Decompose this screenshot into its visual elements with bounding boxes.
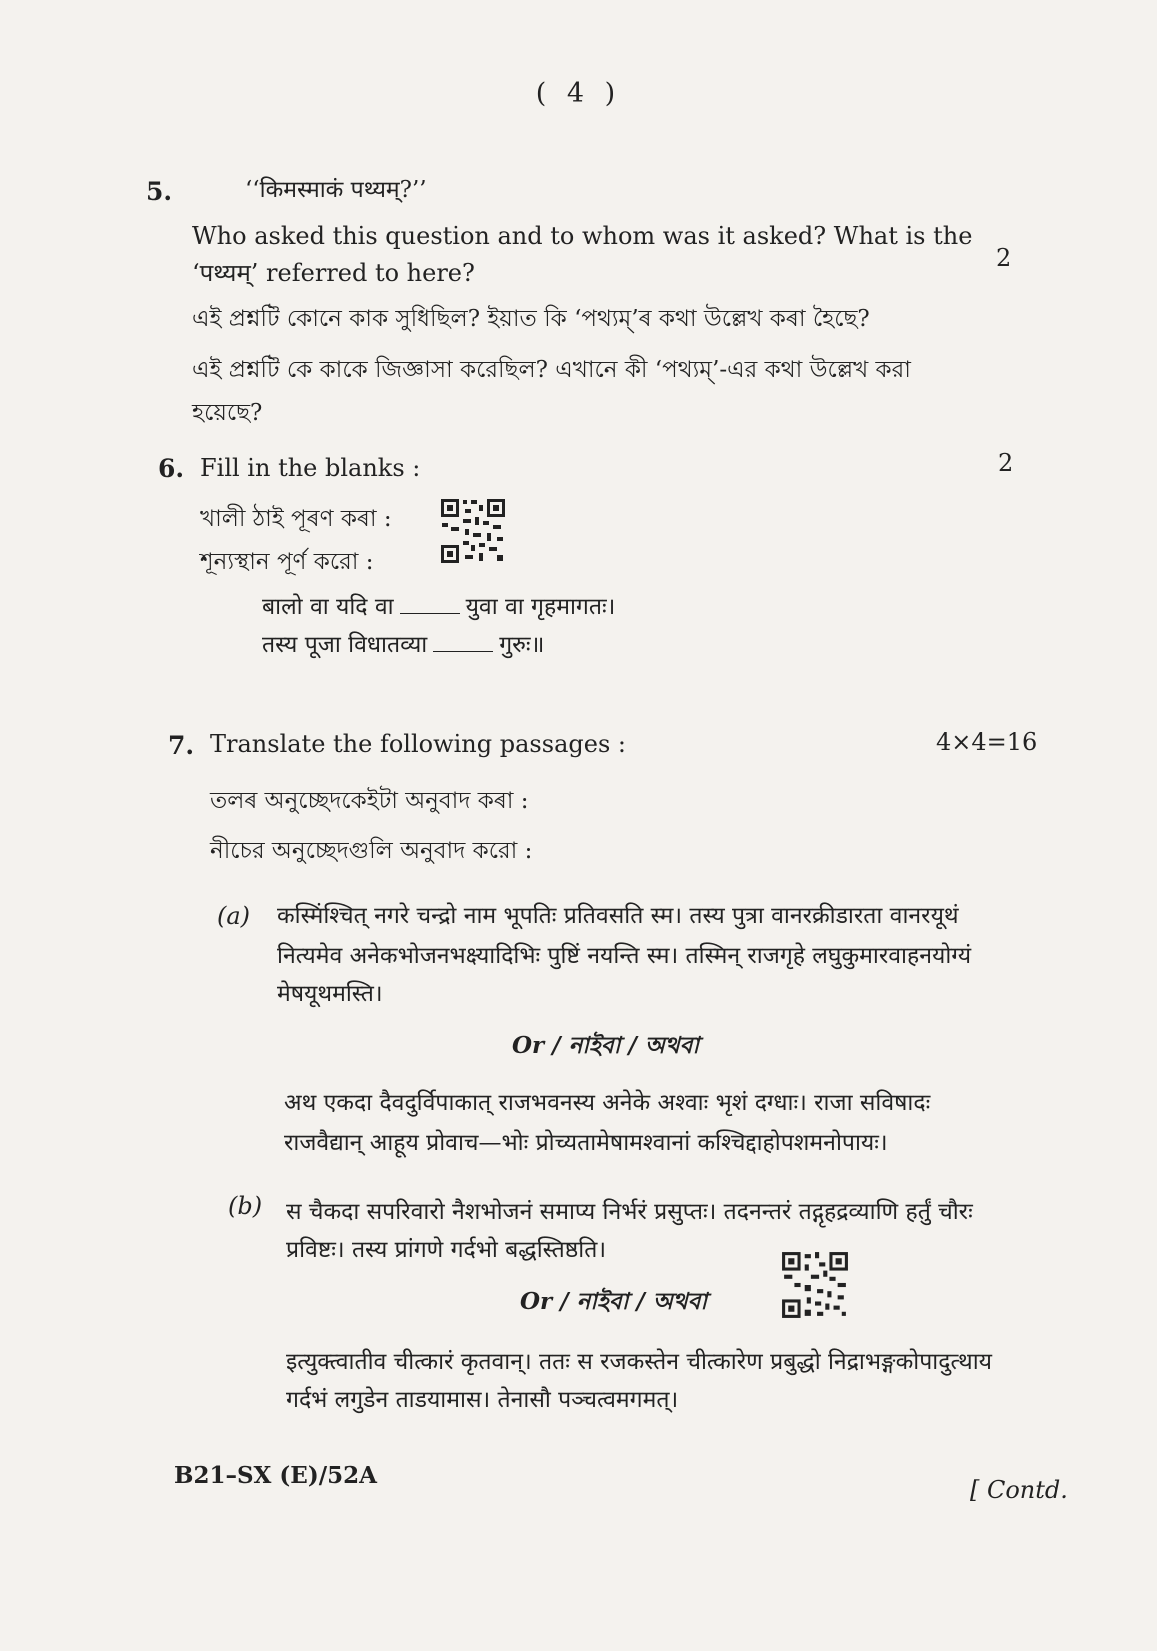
- q7-b-alt-line1: इत्युक्त्वातीव चीत्कारं कृतवान्। ततः स रजकस्तेन चीत्कारेण प्रबुद्धो निद्राभङ्गकोपादुत्थाय: [286, 1349, 993, 1375]
- q6-verse2-start: तस्य पूजा विधातव्या: [262, 632, 428, 658]
- paper-code: B21–SX (E)/52A: [174, 1462, 377, 1489]
- q7-b-line2: प्रविष्टः। तस्य प्रांगणे गर्दभो बद्धस्तिष्ठति।: [286, 1237, 607, 1263]
- q7-a-label: (a): [217, 902, 251, 930]
- q7-b-alt-line2: गर्दभं लगुडेन ताडयामास। तेनासौ पञ्चत्वमगमत्।: [286, 1387, 679, 1413]
- continued-marker: [ Contd.: [970, 1476, 1068, 1504]
- q6-blank2: [433, 633, 493, 652]
- q7-b-line1: स चैकदा सपरिवारो नैशभोजनं समाप्य निर्भरं प्रसुप्तः। तदनन्तरं तद्गृहद्रव्याणि हर्तुं चौरः: [286, 1199, 973, 1225]
- q6-bengali: শূন্যস্থান পূর্ণ করো :: [200, 549, 374, 575]
- page-number: ( 4 ): [535, 78, 622, 109]
- qr-code-icon: [780, 1250, 850, 1320]
- q5-marks: 2: [996, 244, 1012, 272]
- q7-a-line3: मेषयूथमस्ति।: [277, 981, 383, 1007]
- q5-english-line1: Who asked this question and to whom was it asked? What is the: [192, 222, 973, 250]
- q7-bengali: নীচের অনুচ্ছেদগুলি অনুবাদ করো :: [210, 838, 533, 864]
- q5-bengali-line2: হয়েছে?: [192, 400, 263, 426]
- q7-a-alt-line1: अथ एकदा दैवदुर्विपाकात् राजभवनस्य अनेके अश्वाः भृशं दग्धाः। राजा सविषादः: [284, 1090, 931, 1116]
- q6-verse1: [262, 589, 615, 621]
- q6-blank1: [400, 595, 460, 614]
- q6-verse1-end: युवा वा गृहमागतः।: [465, 594, 616, 620]
- q7-a-line1: कस्मिंश्चित् नगरे चन्द्रो नाम भूपतिः प्रतिवसति स्म। तस्य पुत्रा वानरक्रीडारता वानरयूथं: [277, 903, 959, 929]
- q5-number: 5.: [146, 177, 173, 206]
- q6-marks: 2: [998, 449, 1014, 477]
- q7-english: Translate the following passages :: [210, 730, 626, 758]
- q7-a-alt-line2: राजवैद्यान् आहूय प्रोवाच—भोः प्रोच्यतामेषामश्वानां कश्चिद्दाहोपशमनोपायः।: [284, 1130, 888, 1156]
- q6-number: 6.: [158, 454, 185, 483]
- q5-quote: ‘‘किमस्माकं पथ्यम्?’’: [245, 177, 427, 203]
- q5-bengali-line1: এই প্রশ্নটি কে কাকে জিজ্ঞাসা করেছিল? এখানে কী ‘পথ্যম্’-এর কথা উল্লেখ করা: [192, 357, 911, 383]
- q6-assamese: খালী ঠাই পূৰণ কৰা :: [200, 506, 392, 532]
- q7-b-label: (b): [228, 1192, 263, 1220]
- q6-verse2-end: गुरुः॥: [499, 632, 545, 658]
- qr-code-icon: [439, 497, 507, 565]
- q6-verse2: [262, 627, 544, 659]
- q5-assamese: এই প্ৰশ্নটি কোনে কাক সুধিছিল? ইয়াত কি ‘পথ্যম্’ৰ কথা উল্লেখ কৰা হৈছে?: [192, 306, 870, 332]
- q6-english: Fill in the blanks :: [200, 454, 421, 482]
- q7-a-line2: नित्यमेव अनेकभोजनभक्ष्यादिभिः पुष्टिं नयन्ति स्म। तस्मिन् राजगृहे लघुकुमारवाहनयोग्यं: [277, 943, 972, 969]
- q6-verse1-start: बालो वा यदि वा: [262, 594, 394, 620]
- q5-english-line2: ‘पथ्यम्’ referred to here?: [192, 259, 475, 287]
- q7-or-1: Or / নাইবা / অথবা: [512, 1032, 700, 1059]
- q7-or-2: Or / নাইবা / অথবা: [520, 1288, 708, 1315]
- q7-marks: 4×4=16: [936, 728, 1038, 756]
- q7-assamese: তলৰ অনুচ্ছেদকেইটা অনুবাদ কৰা :: [210, 788, 529, 814]
- q7-number: 7.: [168, 731, 195, 760]
